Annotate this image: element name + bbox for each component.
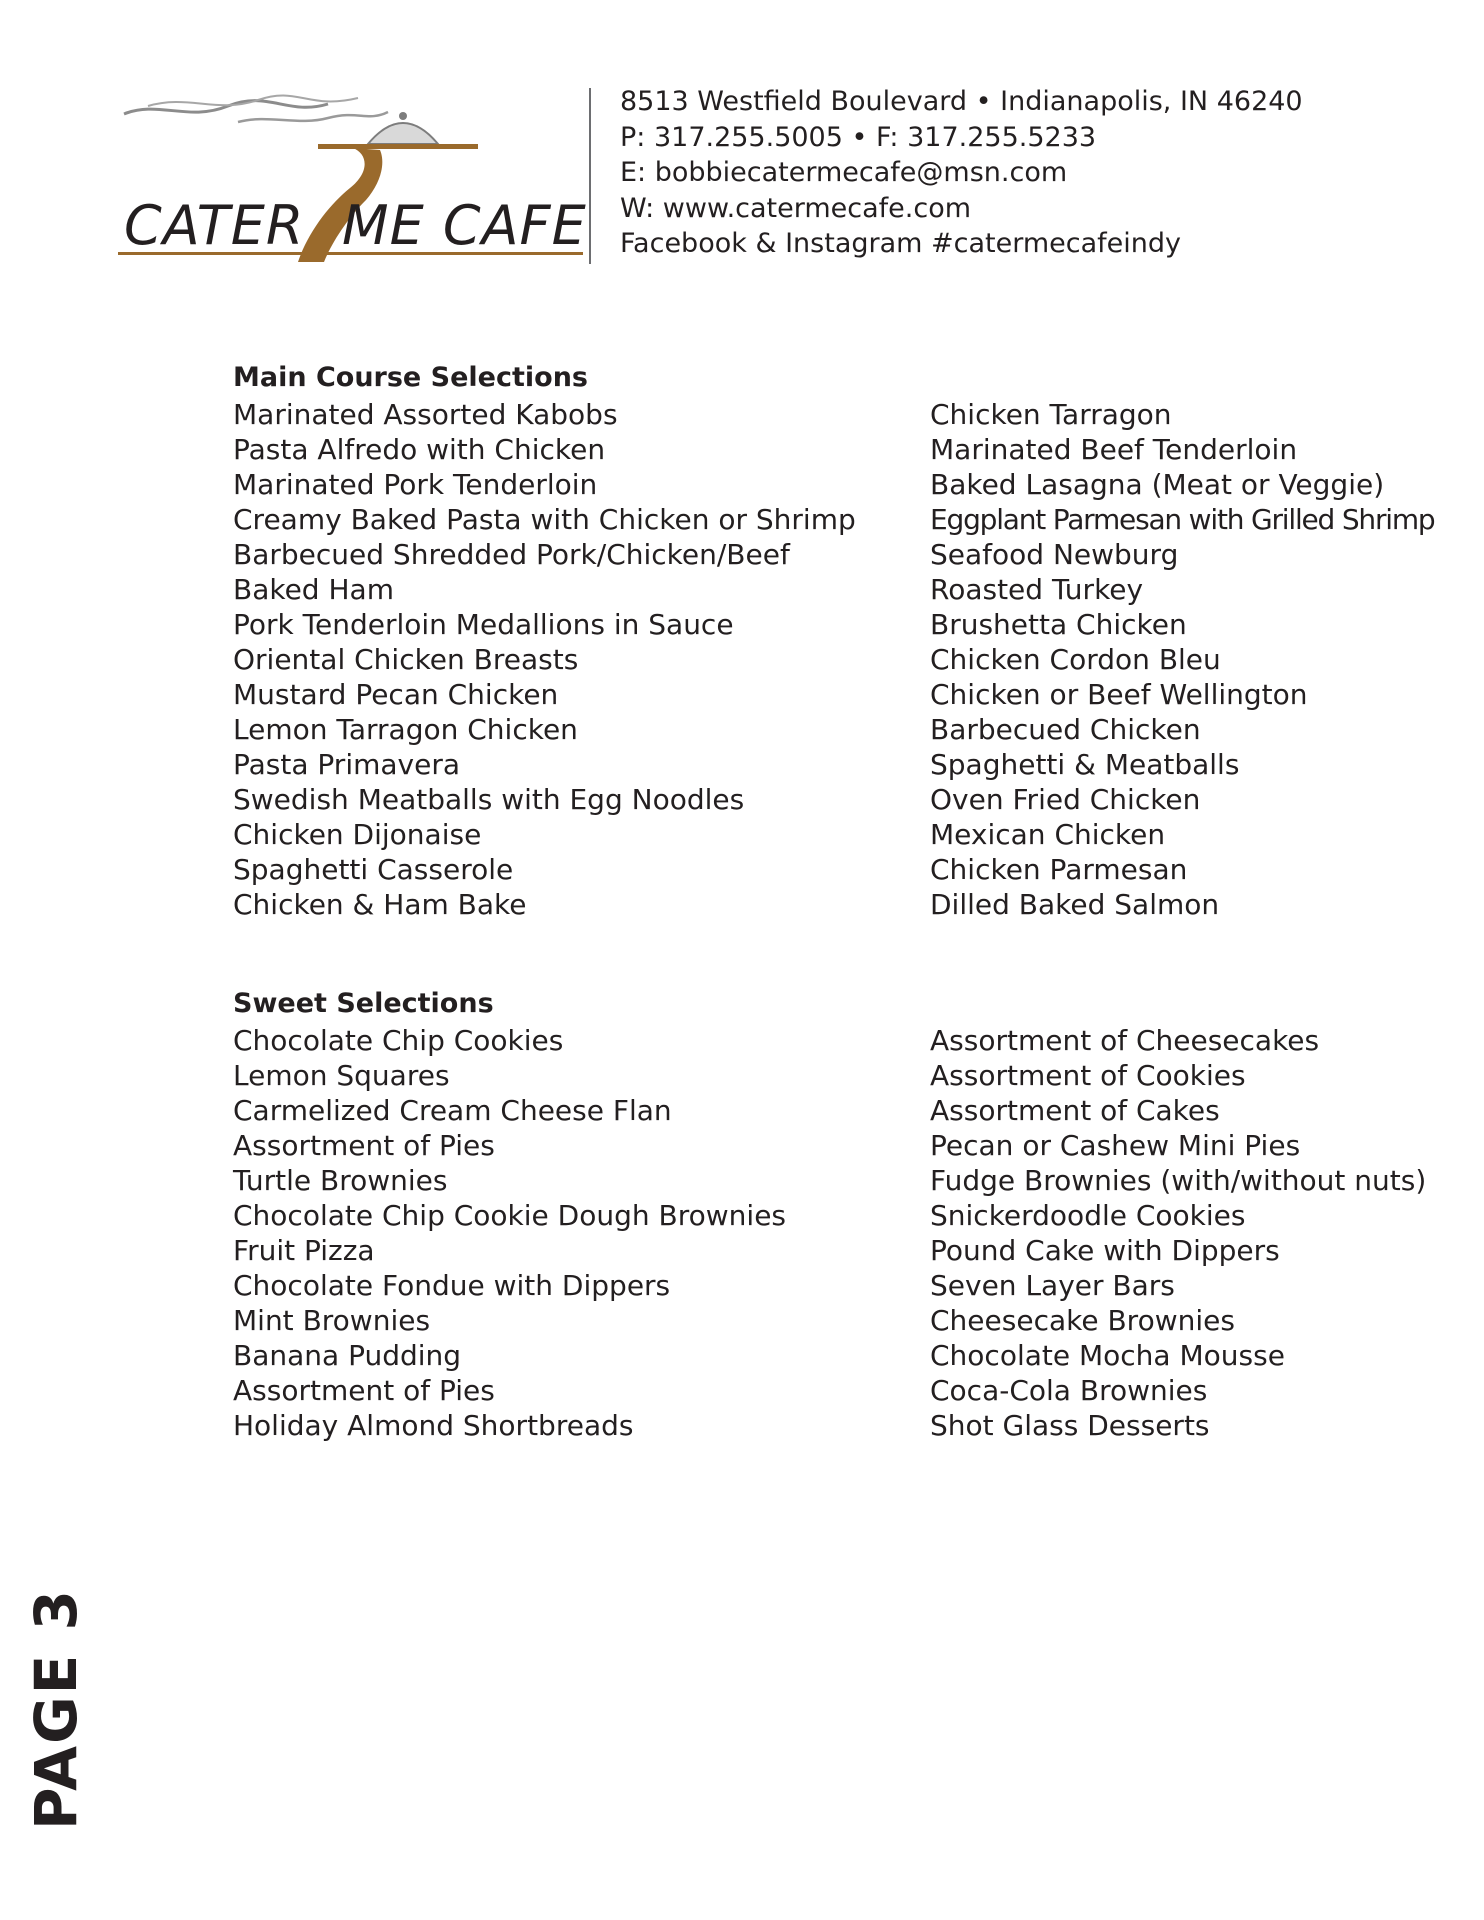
list-item: Shot Glass Desserts — [930, 1409, 1210, 1442]
list-item: Pecan or Cashew Mini Pies — [930, 1129, 1301, 1162]
list-item: Swedish Meatballs with Egg Noodles — [233, 783, 745, 816]
contact-block — [620, 84, 1303, 262]
phone-fax: P: 317.255.5005 • F: 317.255.5233 — [620, 121, 1097, 153]
list-item: Pound Cake with Dippers — [930, 1234, 1280, 1267]
address: 8513 Westfield Boulevard • Indianapolis, IN 46240 — [620, 86, 1303, 117]
list-item: Turtle Brownies — [233, 1164, 448, 1197]
website: W: www.catermecafe.com — [620, 192, 972, 224]
list-item: Chicken Cordon Bleu — [930, 643, 1221, 676]
main-course-left-list — [233, 397, 856, 922]
brand-logo — [118, 92, 588, 262]
list-item: Fudge Brownies (with/without nuts) — [930, 1164, 1427, 1197]
list-item: Chicken & Ham Bake — [233, 888, 527, 921]
list-item: Snickerdoodle Cookies — [930, 1199, 1246, 1232]
list-item: Lemon Squares — [233, 1059, 450, 1092]
list-item: Barbecued Chicken — [930, 713, 1201, 746]
list-item: Creamy Baked Pasta with Chicken or Shrimp — [233, 503, 856, 536]
list-item: Oriental Chicken Breasts — [233, 643, 579, 676]
list-item: Coca-Cola Brownies — [930, 1374, 1208, 1407]
list-item: Seven Layer Bars — [930, 1269, 1175, 1302]
list-item: Chocolate Mocha Mousse — [930, 1339, 1285, 1372]
list-item: Barbecued Shredded Pork/Chicken/Beef — [233, 538, 790, 571]
list-item: Baked Lasagna (Meat or Veggie) — [930, 468, 1385, 501]
list-item: Assortment of Cakes — [930, 1094, 1220, 1127]
sweets-left-list — [233, 1023, 786, 1443]
list-item: Marinated Assorted Kabobs — [233, 398, 618, 431]
list-item: Marinated Pork Tenderloin — [233, 468, 598, 501]
list-item: Banana Pudding — [233, 1339, 462, 1372]
email: E: bobbiecatermecafe@msn.com — [620, 157, 1068, 188]
list-item: Chicken Parmesan — [930, 853, 1188, 886]
brand-name — [124, 194, 587, 257]
list-item: Chocolate Chip Cookies — [233, 1024, 564, 1057]
list-item: Spaghetti & Meatballs — [930, 748, 1240, 781]
list-item: Assortment of Cheesecakes — [930, 1024, 1320, 1057]
list-item: Chicken Tarragon — [930, 398, 1172, 431]
header-divider — [589, 88, 591, 264]
list-item: Chicken or Beef Wellington — [930, 678, 1308, 711]
list-item: Spaghetti Casserole — [233, 853, 514, 886]
list-item: Baked Ham — [233, 573, 394, 606]
list-item: Marinated Beef Tenderloin — [930, 433, 1298, 466]
list-item: Lemon Tarragon Chicken — [233, 713, 578, 746]
list-item: Fruit Pizza — [233, 1234, 375, 1267]
main-course-right-list — [930, 397, 1435, 922]
list-item: Assortment of Cookies — [930, 1059, 1246, 1092]
list-item: Chocolate Chip Cookie Dough Brownies — [233, 1199, 787, 1232]
list-item: Brushetta Chicken — [930, 608, 1187, 641]
list-item: Eggplant Parmesan with Grilled Shrimp — [930, 503, 1435, 536]
social-handles: Facebook & Instagram #catermecafeindy — [620, 228, 1182, 259]
sweets-right-list — [930, 1023, 1426, 1443]
list-item: Seafood Newburg — [930, 538, 1179, 571]
main-course-title: Main Course Selections — [233, 362, 588, 393]
brand-name-part1: CATER — [124, 194, 305, 257]
list-item: Mint Brownies — [233, 1304, 431, 1337]
list-item: Pasta Alfredo with Chicken — [233, 433, 606, 466]
list-item: Holiday Almond Shortbreads — [233, 1409, 634, 1442]
list-item: Pasta Primavera — [233, 748, 460, 781]
list-item: Pork Tenderloin Medallions in Sauce — [233, 608, 734, 641]
brand-name-part2: ME CAFE — [342, 194, 587, 257]
list-item: Chicken Dijonaise — [233, 818, 482, 851]
list-item: Mustard Pecan Chicken — [233, 678, 559, 711]
list-item: Carmelized Cream Cheese Flan — [233, 1094, 672, 1127]
list-item: Oven Fried Chicken — [930, 783, 1201, 816]
list-item: Chocolate Fondue with Dippers — [233, 1269, 671, 1302]
list-item: Assortment of Pies — [233, 1374, 495, 1407]
list-item: Assortment of Pies — [233, 1129, 495, 1162]
list-item: Cheesecake Brownies — [930, 1304, 1235, 1337]
page-number: PAGE 3 — [22, 1588, 90, 1830]
list-item: Roasted Turkey — [930, 573, 1144, 606]
list-item: Dilled Baked Salmon — [930, 888, 1220, 921]
list-item: Mexican Chicken — [930, 818, 1166, 851]
sweets-title: Sweet Selections — [233, 988, 494, 1019]
